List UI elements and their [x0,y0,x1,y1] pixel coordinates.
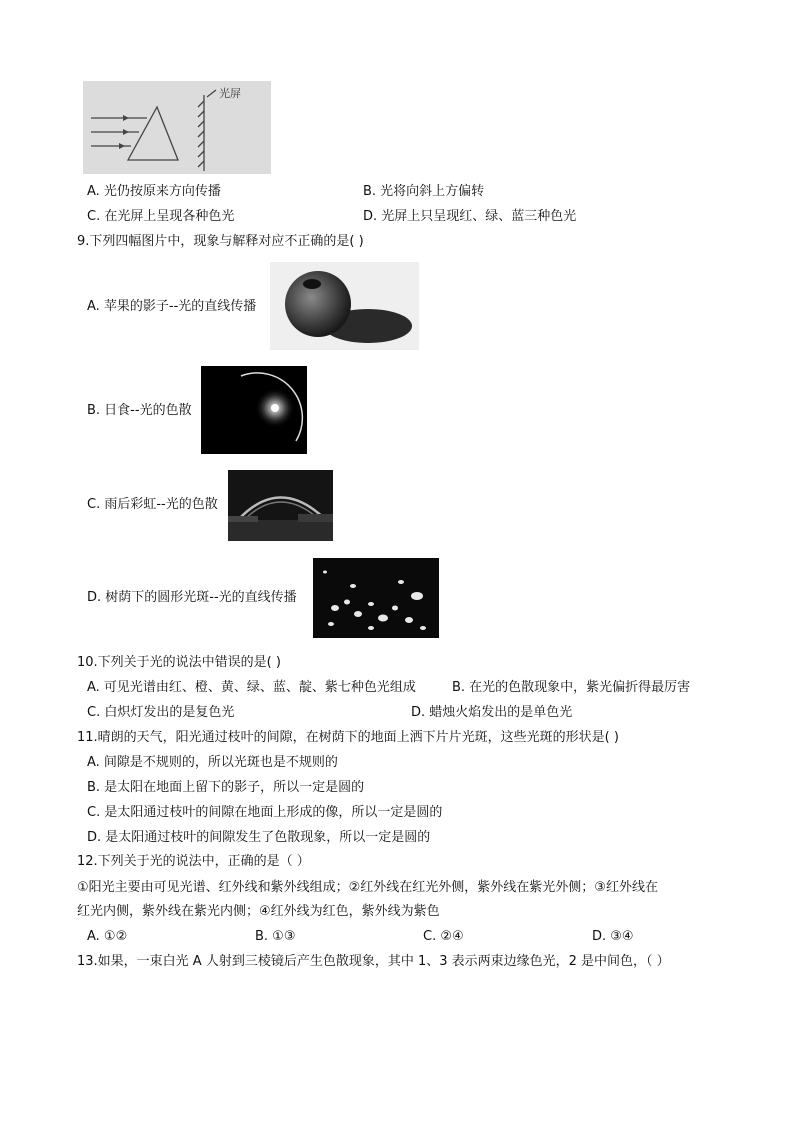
q11-option-a: A. 间隙是不规则的，所以光斑也是不规则的 [87,755,338,770]
q10-option-a: A. 可见光谱由红、橙、黄、绿、蓝、靛、紫七种色光组成 [87,680,416,695]
q12-option-c: C. ②④ [423,929,464,944]
q13-stem: 13.如果，一束白光 A 人射到三棱镜后产生色散现象，其中 1、3 表示两束边缘色光，2 是中间色，（ ） [77,954,670,969]
q9-option-b: B. 日食--光的色散 [87,403,192,418]
q11-option-b: B. 是太阳在地面上留下的影子，所以一定是圆的 [87,780,365,795]
q12-stem: 12.下列关于光的说法中，正确的是（ ） [77,854,310,869]
rainbow-photo [228,470,333,541]
q9-stem: 9.下列四幅图片中，现象与解释对应不正确的是( ) [77,234,364,249]
prism-screen-figure [83,81,271,174]
q8-option-c: C. 在光屏上呈现各种色光 [87,209,235,224]
q10-option-b: B. 在光的色散现象中，紫光偏折得最厉害 [452,680,691,695]
q10-option-c: C. 白炽灯发出的是复色光 [87,705,235,720]
q8-option-a: A. 光仍按原来方向传播 [87,184,221,199]
q12-option-b: B. ①③ [255,929,296,944]
prism-diagram [83,81,271,174]
q12-body-line2: 红光内侧，紫外线在紫光内侧；④红外线为红色，紫外线为紫色 [77,904,440,919]
tree-shade-light-spots-photo [313,558,439,638]
q12-option-a: A. ①② [87,929,128,944]
solar-eclipse-photo [201,366,307,454]
prism-triangle [128,107,178,160]
q10-option-d: D. 蜡烛火焰发出的是单色光 [411,705,573,720]
q9-option-c: C. 雨后彩虹--光的色散 [87,497,218,512]
q10-stem: 10.下列关于光的说法中错误的是( ) [77,655,281,670]
q11-stem: 11.晴朗的天气，阳光通过枝叶的间隙，在树荫下的地面上洒下片片光斑，这些光斑的形状是( ) [77,730,619,745]
apple-shadow-photo [270,262,419,350]
q8-option-d: D. 光屏上只呈现红、绿、蓝三种色光 [363,209,577,224]
q11-option-c: C. 是太阳通过枝叶的间隙在地面上形成的像，所以一定是圆的 [87,805,443,820]
figure-label-screen: 光屏 [219,87,241,100]
q11-option-d: D. 是太阳通过枝叶的间隙发生了色散现象，所以一定是圆的 [87,830,431,845]
q9-option-d: D. 树荫下的圆形光斑--光的直线传播 [87,590,297,605]
q12-option-d: D. ③④ [592,929,634,944]
q8-option-b: B. 光将向斜上方偏转 [363,184,485,199]
q9-option-a: A. 苹果的影子--光的直线传播 [87,299,257,314]
q12-body-line1: ①阳光主要由可见光谱、红外线和紫外线组成；②红外线在红光外侧，紫外线在紫光外侧；③红外线在 [77,880,658,895]
